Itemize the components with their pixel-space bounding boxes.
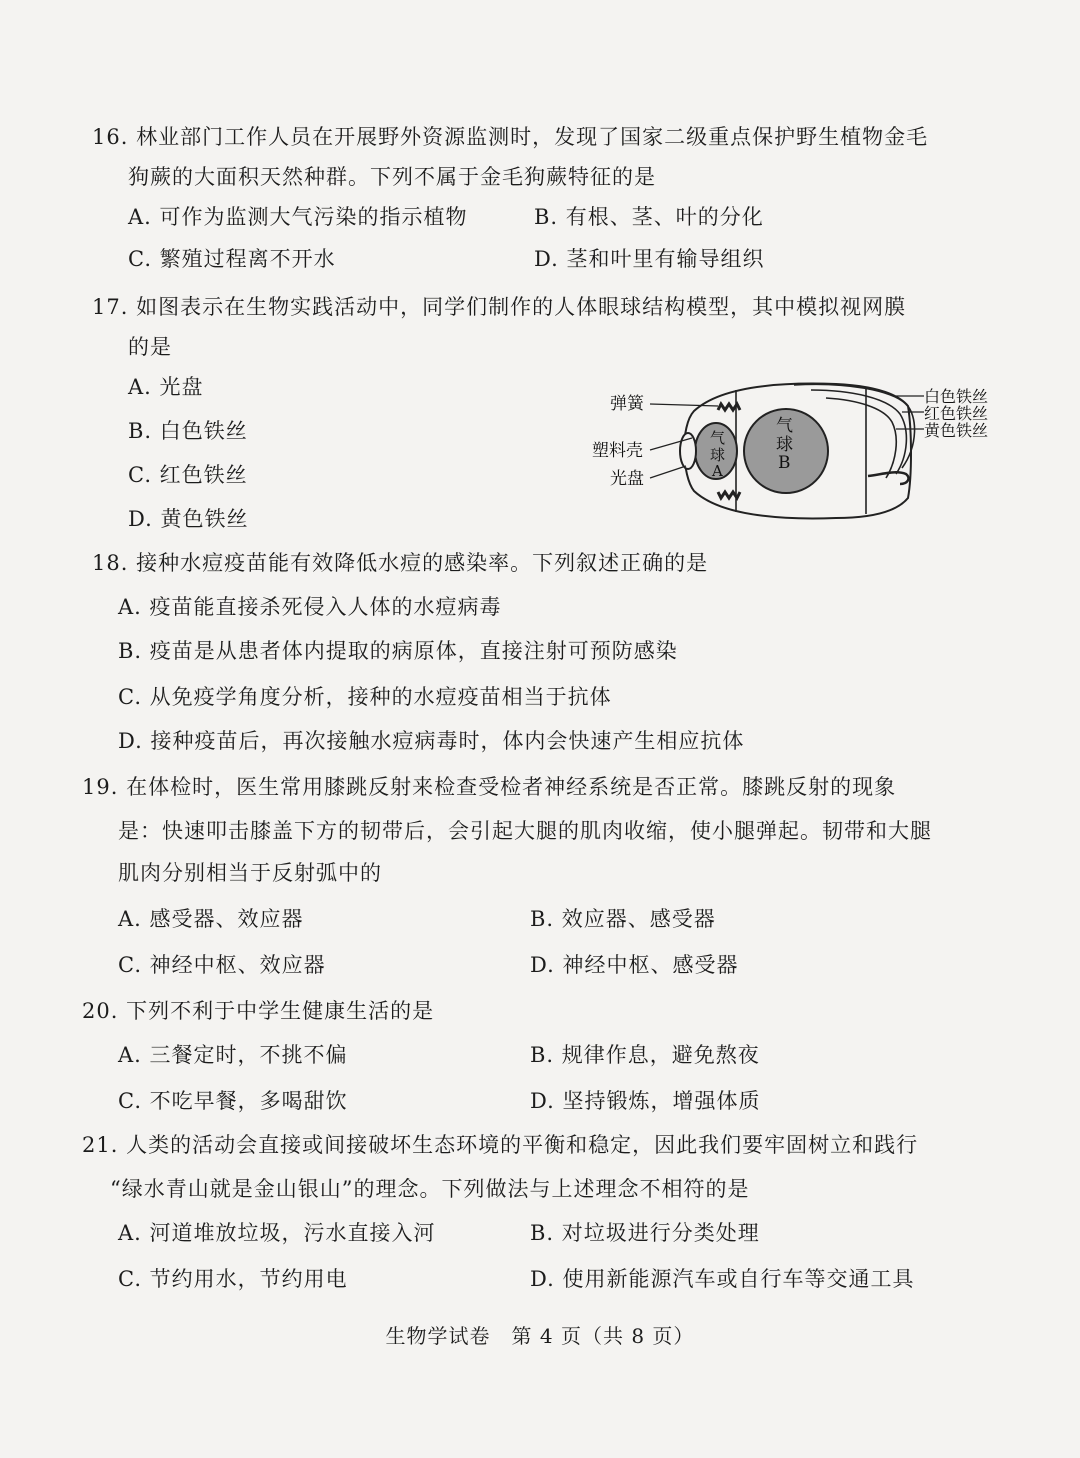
optic-nerve-wire: [868, 472, 908, 484]
plastic-shell-label: 塑料壳: [592, 441, 643, 461]
q19-stem-line2: 是：快速叩击膝盖下方的韧带后，会引起大腿的肌肉收缩，使小腿弹起。韧带和大腿: [118, 819, 932, 843]
balloon-a-label-2: 球: [710, 446, 726, 464]
q16-option-b: B. 有根、茎、叶的分化: [534, 205, 764, 229]
q16-option-a: A. 可作为监测大气污染的指示植物: [128, 205, 468, 229]
q18-option-d: D. 接种疫苗后，再次接触水痘病毒时，体内会快速产生相应抗体: [118, 729, 745, 753]
red-wire-label: 红色铁丝: [924, 404, 989, 423]
q21-option-a: A. 河道堆放垃圾，污水直接入河: [118, 1221, 436, 1245]
balloon-a-label-1: 气: [710, 429, 726, 447]
balloon-b-label-1: 气: [776, 416, 793, 436]
q19-option-a: A. 感受器、效应器: [118, 907, 304, 931]
q16-option-d: D. 茎和叶里有输导组织: [534, 247, 765, 271]
q17-option-a: A. 光盘: [128, 375, 204, 399]
q19-stem-line1: 19. 在体检时，医生常用膝跳反射来检查受检者神经系统是否正常。膝跳反射的现象: [82, 775, 897, 799]
q20-option-b: B. 规律作息，避免熬夜: [530, 1043, 760, 1067]
q16-stem-line1: 16. 林业部门工作人员在开展野外资源监测时，发现了国家二级重点保护野生植物金毛: [92, 125, 929, 149]
balloon-a-label-3: A: [712, 462, 723, 480]
q19-option-d: D. 神经中枢、感受器: [530, 953, 739, 977]
yellow-wire: [826, 398, 896, 478]
spring-label: 弹簧: [610, 394, 644, 414]
balloon-b-label-2: 球: [776, 435, 793, 455]
q21-stem-line1: 21. 人类的活动会直接或间接破坏生态环境的平衡和稳定，因此我们要牢固树立和践行: [82, 1133, 919, 1157]
q17-option-c: C. 红色铁丝: [128, 463, 248, 487]
q19-option-b: B. 效应器、感受器: [530, 907, 716, 931]
q20-option-c: C. 不吃早餐，多喝甜饮: [118, 1089, 348, 1113]
q18-option-c: C. 从免疫学角度分析，接种的水痘疫苗相当于抗体: [118, 685, 612, 709]
spring-leader: [650, 404, 718, 406]
q21-option-c: C. 节约用水，节约用电: [118, 1267, 348, 1291]
q18-option-a: A. 疫苗能直接杀死侵入人体的水痘病毒: [118, 595, 502, 619]
q17-option-b: B. 白色铁丝: [128, 419, 248, 443]
q18-stem-line1: 18. 接种水痘疫苗能有效降低水痘的感染率。下列叙述正确的是: [92, 551, 709, 575]
page-footer: 生物学试卷 第 4 页（共 8 页）: [385, 1324, 695, 1348]
q17-stem-line1: 17. 如图表示在生物实践活动中，同学们制作的人体眼球结构模型，其中模拟视网膜: [92, 295, 907, 319]
eyeball-model-diagram: [592, 376, 989, 526]
yellow-wire-label: 黄色铁丝: [924, 421, 989, 440]
balloon-b-label-3: B: [778, 453, 791, 473]
q20-stem-line1: 20. 下列不利于中学生健康生活的是: [82, 999, 435, 1023]
disc-label: 光盘: [610, 469, 644, 489]
disc-lens: [680, 433, 696, 469]
q19-stem-line3: 肌肉分别相当于反射弧中的: [118, 861, 382, 885]
q16-stem-line2: 狗蕨的大面积天然种群。下列不属于金毛狗蕨特征的是: [128, 165, 656, 189]
q17-option-d: D. 黄色铁丝: [128, 507, 249, 531]
q19-option-c: C. 神经中枢、效应器: [118, 953, 326, 977]
q21-option-b: B. 对垃圾进行分类处理: [530, 1221, 760, 1245]
q21-stem-line2: “绿水青山就是金山银山”的理念。下列做法与上述理念不相符的是: [110, 1177, 750, 1201]
disc-leader: [650, 466, 686, 478]
q21-option-d: D. 使用新能源汽车或自行车等交通工具: [530, 1267, 915, 1291]
white-wire-label: 白色铁丝: [924, 387, 989, 406]
q20-option-a: A. 三餐定时，不挑不偏: [118, 1043, 348, 1067]
q18-option-b: B. 疫苗是从患者体内提取的病原体，直接注射可预防感染: [118, 639, 678, 663]
q20-option-d: D. 坚持锻炼，增强体质: [530, 1089, 761, 1113]
q16-option-c: C. 繁殖过程离不开水: [128, 247, 336, 271]
q17-stem-line2: 的是: [128, 335, 172, 359]
